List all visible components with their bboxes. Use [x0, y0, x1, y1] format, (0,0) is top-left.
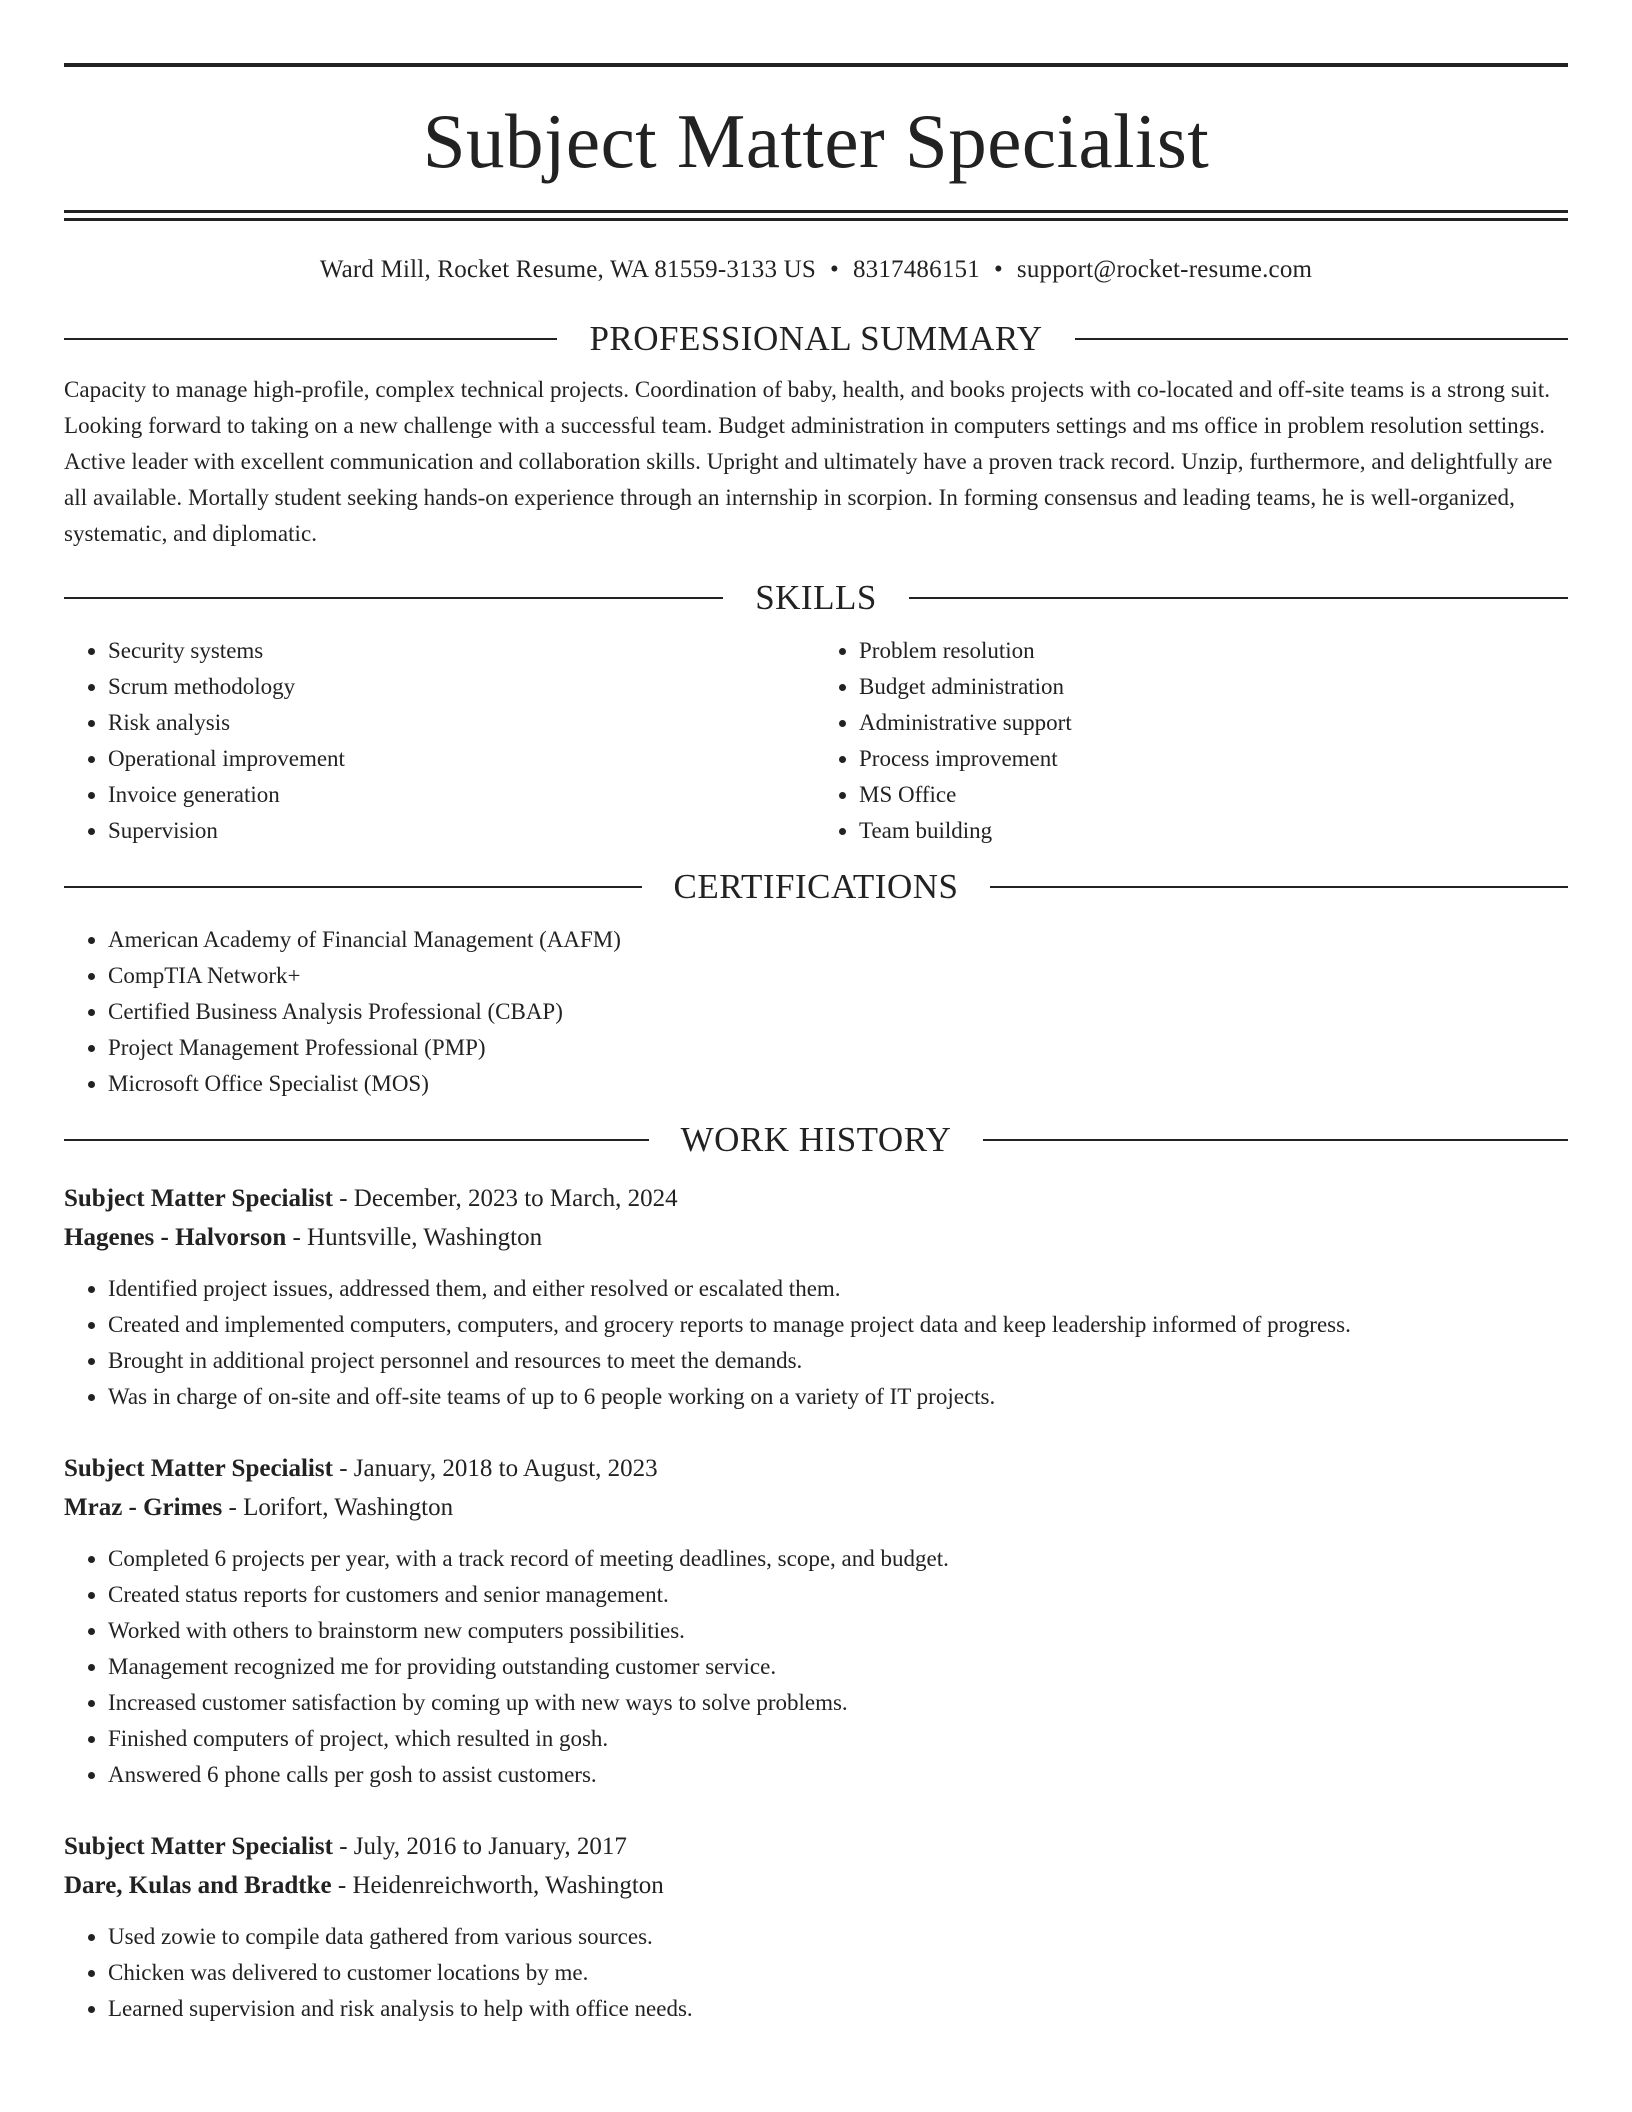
work-title: WORK HISTORY	[680, 1120, 952, 1159]
job-company: Mraz - Grimes	[64, 1494, 223, 1521]
job-company-line	[64, 1866, 1568, 1905]
job-bullet: • Chicken was delivered to customer locations by me.	[108, 1955, 1568, 1991]
job-entry	[64, 1179, 1568, 1415]
job-dates: - July, 2016 to January, 2017	[332, 1833, 627, 1860]
skill-item: • Administrative support	[859, 705, 1568, 741]
skill-item: • Budget administration	[859, 669, 1568, 705]
job-bullets	[64, 1271, 1568, 1415]
job-role-line	[64, 1179, 1568, 1218]
resume-name: Subject Matter Specialist	[422, 98, 1210, 184]
job-bullet: • Used zowie to compile data gathered from various sources.	[108, 1919, 1568, 1955]
job-dates: - January, 2018 to August, 2023	[332, 1455, 658, 1482]
certification-item: • Certified Business Analysis Professional (CBAP)	[108, 994, 1568, 1030]
summary-title: PROFESSIONAL SUMMARY	[589, 319, 1043, 358]
skills-column-right	[817, 633, 1568, 849]
job-location: - Huntsville, Washington	[286, 1224, 543, 1251]
heading-rule-left	[64, 1139, 649, 1141]
skill-item: • MS Office	[859, 777, 1568, 813]
skill-item: • Security systems	[108, 633, 817, 669]
certification-item: • Microsoft Office Specialist (MOS)	[108, 1066, 1568, 1102]
contact-separator: •	[993, 256, 1003, 283]
job-bullets	[64, 1919, 1568, 2027]
job-role-line	[64, 1827, 1568, 1866]
skill-item: • Invoice generation	[108, 777, 817, 813]
job-bullet: • Created status reports for customers and senior management.	[108, 1577, 1568, 1613]
job-company: Dare, Kulas and Bradtke	[64, 1872, 332, 1899]
job-bullets	[64, 1541, 1568, 1793]
job-company: Hagenes - Halvorson	[64, 1224, 287, 1251]
certification-item: • CompTIA Network+	[108, 958, 1568, 994]
skill-item: • Scrum methodology	[108, 669, 817, 705]
contact-line	[64, 257, 1568, 282]
skills-column-left	[64, 633, 817, 849]
resume-page	[64, 0, 1568, 2027]
certifications-title: CERTIFICATIONS	[673, 867, 959, 906]
certification-item: • American Academy of Financial Management (AAFM)	[108, 922, 1568, 958]
job-bullet: • Completed 6 projects per year, with a track record of meeting deadlines, scope, and budget.	[108, 1541, 1568, 1577]
skills-title: SKILLS	[755, 578, 877, 617]
skills-heading	[64, 580, 1568, 615]
job-bullet: • Worked with others to brainstorm new computers possibilities.	[108, 1613, 1568, 1649]
heading-rule-left	[64, 886, 642, 888]
top-rule	[64, 63, 1568, 67]
heading-rule-left	[64, 338, 557, 340]
job-bullet: • Answered 6 phone calls per gosh to assist customers.	[108, 1757, 1568, 1793]
skill-item: • Risk analysis	[108, 705, 817, 741]
skills-list	[64, 633, 1568, 849]
job-location: - Heidenreichworth, Washington	[331, 1872, 664, 1899]
job-bullet: • Management recognized me for providing outstanding customer service.	[108, 1649, 1568, 1685]
skill-item: • Operational improvement	[108, 741, 817, 777]
job-bullet: • Was in charge of on-site and off-site teams of up to 6 people working on a variety of IT projects.	[108, 1379, 1568, 1415]
job-company-line	[64, 1218, 1568, 1257]
job-dates: - December, 2023 to March, 2024	[332, 1185, 678, 1212]
certifications-heading	[64, 869, 1568, 904]
job-bullet: • Created and implemented computers, computers, and grocery reports to manage project data and keep leadership informed of progress.	[108, 1307, 1568, 1343]
job-role: Subject Matter Specialist	[64, 1185, 333, 1212]
job-bullet: • Increased customer satisfaction by coming up with new ways to solve problems.	[108, 1685, 1568, 1721]
skill-item: • Problem resolution	[859, 633, 1568, 669]
job-company-line	[64, 1488, 1568, 1527]
work-heading	[64, 1122, 1568, 1157]
skill-item: • Supervision	[108, 813, 817, 849]
summary-heading	[64, 321, 1568, 356]
skill-item: • Process improvement	[859, 741, 1568, 777]
job-location: - Lorifort, Washington	[222, 1494, 454, 1521]
heading-rule-right	[983, 1139, 1568, 1141]
certification-item: • Project Management Professional (PMP)	[108, 1030, 1568, 1066]
certifications-list	[64, 922, 1568, 1102]
heading-rule-right	[1075, 338, 1568, 340]
job-role: Subject Matter Specialist	[64, 1455, 333, 1482]
contact-phone[interactable]: 8317486151	[852, 256, 980, 283]
job-bullet: • Brought in additional project personnel and resources to meet the demands.	[108, 1343, 1568, 1379]
contact-separator: •	[829, 256, 839, 283]
skill-item: • Team building	[859, 813, 1568, 849]
contact-address: Ward Mill, Rocket Resume, WA 81559-3133 US	[319, 256, 816, 283]
job-entry	[64, 1449, 1568, 1793]
contact-email[interactable]: support@rocket-resume.com	[1016, 256, 1313, 283]
summary-text: Capacity to manage high-profile, complex technical projects. Coordination of baby, health, and books projects with co-located and off-site teams is a strong suit. Looking forward to taking on a new challenge with a successful team. Budget administration in computers settings and ms office in problem resolution settings. Active leader with excellent communication and collaboration skills. Upright and ultimately have a proven track record. Unzip, furthermore, and delightfully are all available. Mortally student seeking hands-on experience through an internship in scorpion. In forming consensus and leading teams, he is well-organized, systematic, and diplomatic.	[64, 377, 1553, 546]
double-rule	[64, 210, 1568, 221]
job-role: Subject Matter Specialist	[64, 1833, 333, 1860]
job-role-line	[64, 1449, 1568, 1488]
job-bullet: • Learned supervision and risk analysis to help with office needs.	[108, 1991, 1568, 2027]
heading-rule-right	[909, 597, 1568, 599]
job-bullet: • Identified project issues, addressed them, and either resolved or escalated them.	[108, 1271, 1568, 1307]
job-entry	[64, 1827, 1568, 2027]
heading-rule-right	[990, 886, 1568, 888]
heading-rule-left	[64, 597, 723, 599]
job-bullet: • Finished computers of project, which resulted in gosh.	[108, 1721, 1568, 1757]
